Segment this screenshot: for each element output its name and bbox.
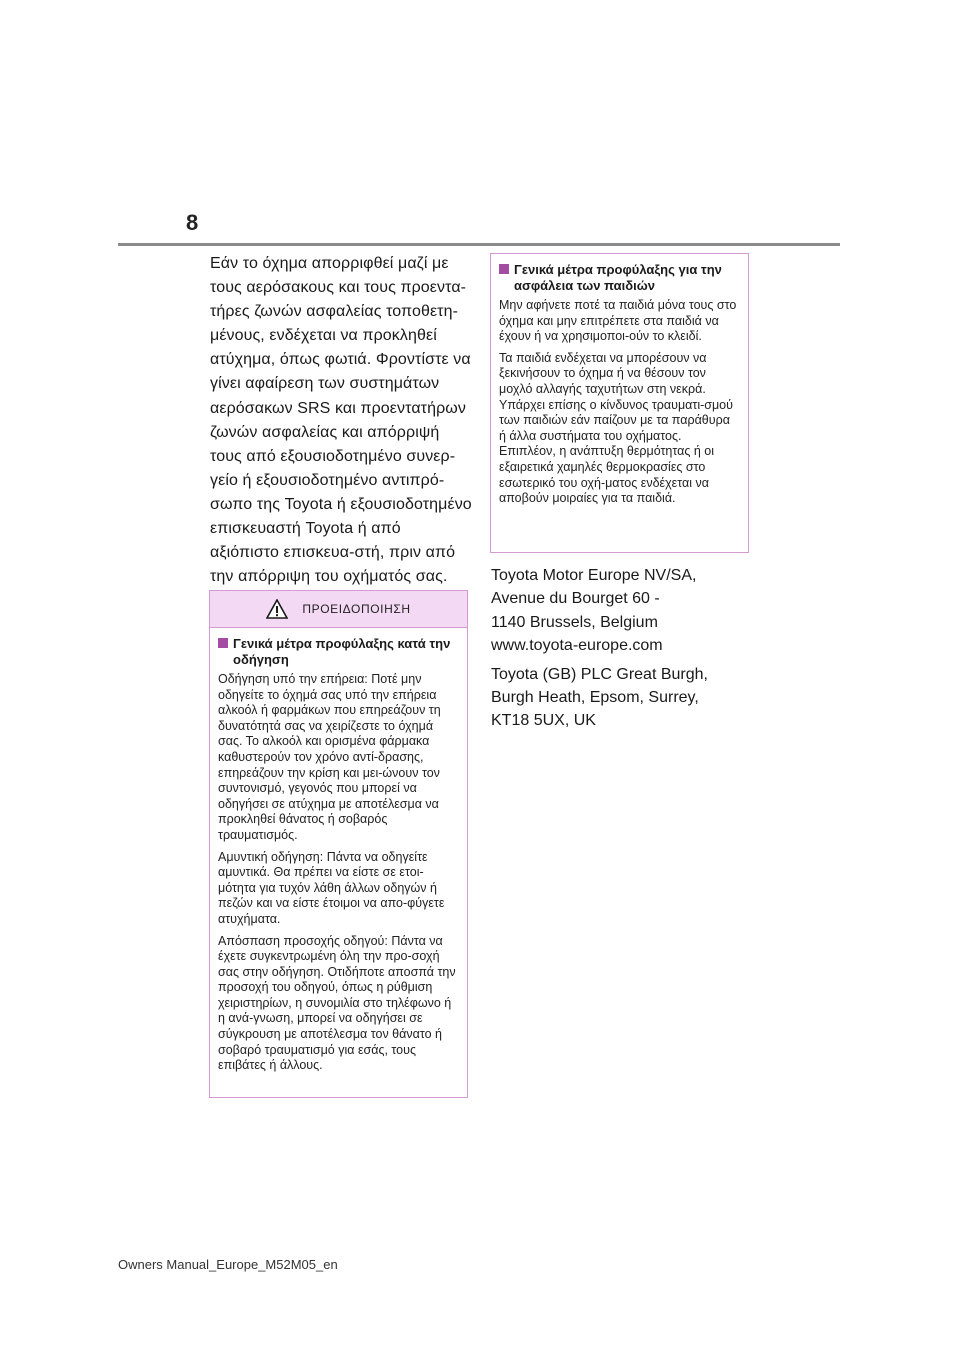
warning-heading: [218, 636, 459, 667]
warning-header: [210, 591, 467, 628]
address-uk: [491, 663, 753, 733]
warning-paragraph-defensive: Αμυντική οδήγηση: Πάντα να οδηγείτε αμυντικά. Θα πρέπει να είστε σε ετοι-μότητα για τυχόν λάθη άλλων οδηγών ή πεζών και να είστε έτοιμοι να απο-φύγετε ατυχήματα.: [218, 849, 445, 926]
square-bullet-icon: [218, 638, 228, 648]
warning-box: [209, 590, 468, 1098]
children-safety-box: [490, 253, 749, 553]
address-line: KT18 5UX, UK: [491, 712, 596, 730]
address-line: Toyota (GB) PLC Great Burgh,: [491, 665, 708, 683]
left-column: [210, 252, 472, 589]
square-bullet-icon: [499, 264, 509, 274]
addresses: [491, 564, 753, 738]
warning-title: ΠΡΟΕΙΔΟΠΟΙΗΣΗ: [302, 602, 411, 616]
warning-paragraph-distraction: Απόσπαση προσοχής οδηγού: Πάντα να έχετε συγκεντρωμένη όλη την προ-σοχή σας στην οδήγηση. Οτιδήποτε αποσπά την προσοχή του οδηγού, όπως η ρύθμιση χειριστηρίων, η συνομιλία στο τηλέφωνο ή η ανά-γνωση, μπορεί να οδηγήσει σε σύγκρουση με αποτέλεσμα τον θάνατο ή σοβαρό τραυματισμό για εσάς, τους επιβάτες ή άλλους.: [218, 933, 456, 1073]
disposal-paragraph: Εάν το όχημα απορριφθεί μαζί με τους αερόσακους και τους προεντα-τήρες ζωνών ασφαλείας τοποθετη-μένους, ενδέχεται να προκληθεί ατύχημα, όπως φωτιά. Φροντίστε να γίνει αφαίρεση των συστημάτων αερόσακων SRS και προεντατήρων ζωνών ασφαλείας και απόρριψή τους από εξουσιοδοτημένο συνερ-γείο ή εξουσιοδοτημένο αντιπρό-σωπο της Toyota ή εξουσιοδοτημένο επισκευαστή Toyota ή από αξιόπιστο επισκευα-στή, πριν από την απόρριψη του οχήματός σας.: [210, 255, 472, 586]
footer-doc-id: Owners Manual_Europe_M52M05_en: [118, 1257, 338, 1272]
children-heading-text: Γενικά μέτρα προφύλαξης για την ασφάλεια των παιδιών: [514, 262, 722, 293]
address-line: 1140 Brussels, Belgium: [491, 613, 658, 631]
page-number: 8: [186, 210, 199, 235]
children-heading: [499, 262, 740, 293]
children-paragraph-risks: Τα παιδιά ενδέχεται να μπορέσουν να ξεκινήσουν το όχημα ή να θέσουν τον μοχλό αλλαγής ταχυτήτων στη νεκρά. Υπάρχει επίσης ο κίνδυνος τραυματι-σμού των παιδιών εάν παίζουν με τα παράθυρα ή άλλα συστήματα του οχήματος. Επιπλέον, η ανάπτυξη θερμότητας ή οι εξαιρετικά χαμηλές θερμοκρασίες στο εσωτερικό του οχή-ματος ενδέχεται να αποβούν μοιραίες για τα παιδιά.: [499, 350, 733, 506]
address-line: Toyota Motor Europe NV/SA,: [491, 567, 697, 584]
warning-triangle-icon: [266, 599, 288, 619]
warning-heading-text: Γενικά μέτρα προφύλαξης κατά την οδήγηση: [233, 636, 451, 667]
warning-paragraph-dui: Οδήγηση υπό την επήρεια: Ποτέ μην οδηγείτε το όχημά σας υπό την επήρεια αλκοόλ ή φαρμάκων που επηρεάζουν τη δυνατότητά σας να χειρίζεστε το όχημά σας. Το αλκοόλ και ορισμένα φάρμακα καθυστερούν τον χρόνο αντί-δρασης, επηρεάζουν την κρίση και μει-ώνουν τον συντονισμό, γεγονός που μπορεί να οδηγήσει σε ατύχημα με αποτέλεσμα να προκληθεί θάνατος ή σοβαρός τραυματισμός.: [218, 672, 441, 842]
address-line: Burgh Heath, Epsom, Surrey,: [491, 689, 699, 707]
address-line: Avenue du Bourget 60 -: [491, 590, 660, 608]
header-rule: [118, 243, 840, 246]
address-europe: [491, 564, 753, 658]
website-link[interactable]: www.toyota-europe.com: [491, 637, 663, 655]
children-paragraph-alone: Μην αφήνετε ποτέ τα παιδιά μόνα τους στο όχημα και μην επιτρέπετε στα παιδιά να έχουν ή να χρησιμοποι-ούν το κλειδί.: [499, 298, 737, 344]
